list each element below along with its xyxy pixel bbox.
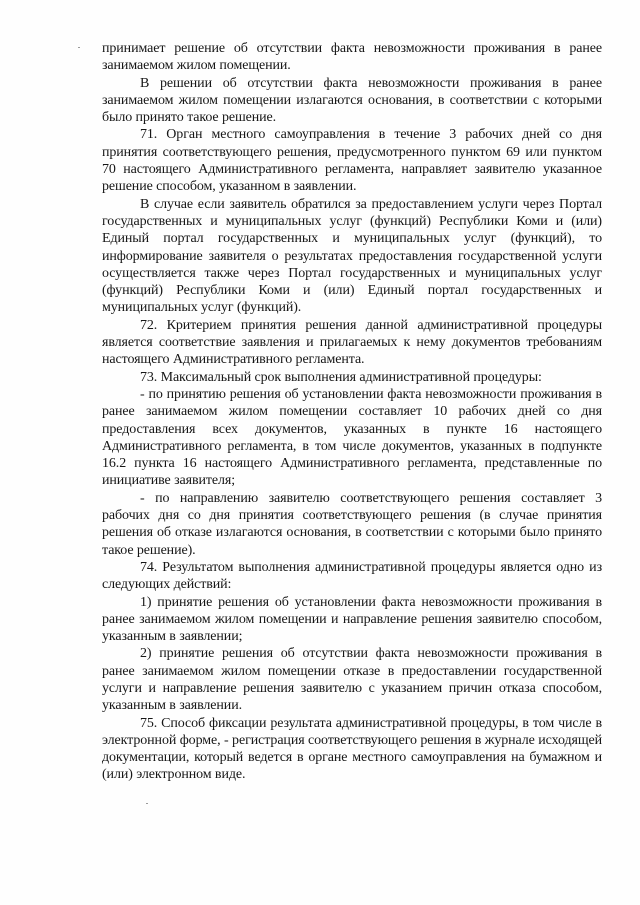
scan-speck bbox=[146, 803, 148, 804]
paragraph-portal-notification: В случае если заявитель обратился за предоставлением услуги через Портал государственных и муниципальных услуг (функций) Республики Коми и (или) Единый портал государственных и муниципальных услуг (функций), то информирование заявителя о результатах предоставления государственной услуги осуществляется также через Портал государственных и муниципальных услуг (функций) Республики Коми и (или) Единый портал государственных и муниципальных услуг (функций). bbox=[102, 196, 602, 316]
paragraph-75: 75. Способ фиксации результата административной процедуры, в том числе в электронной форме, - регистрация соответствующего решения в журнале исходящей документации, который ведется в органе местного самоуправления на бумажном и (или) электронном виде. bbox=[102, 715, 602, 783]
paragraph-73-item-1: - по принятию решения об установлении факта невозможности проживания в ранее занимаемом жилом помещении составляет 10 рабочих дней со дня предоставления всех документов, указанных в пункте 16 настоящего Административного регламента, в том числе документов, указанных в подпункте 16.2 пункта 16 настоящего Административного регламента, представленные по инициативе заявителя; bbox=[102, 386, 602, 489]
paragraph-74-item-2: 2) принятие решения об отсутствии факта невозможности проживания в ранее занимаемом жилом помещении отказе в предоставлении государственной услуги и направление решения заявителю с указанием причин отказа способом, указанным в заявлении. bbox=[102, 646, 602, 714]
paragraph-73: 73. Максимальный срок выполнения административной процедуры: bbox=[140, 369, 542, 385]
paragraph-74-item-1: 1) принятие решения об установлении факта невозможности проживания в ранее занимаемом жилом помещении и направление решения заявителю способом, указанным в заявлении; bbox=[102, 594, 602, 645]
scan-speck bbox=[78, 47, 80, 48]
document-body bbox=[102, 40, 602, 784]
paragraph-71: 71. Орган местного самоуправления в течение 3 рабочих дней со дня принятия соответствующего решения, предусмотренного пунктом 69 или пунктом 70 настоящего Административного регламента, направляет заявителю указанное решение способом, указанном в заявлении. bbox=[102, 127, 602, 195]
paragraph-continuation: принимает решение об отсутствии факта невозможности проживания в ранее занимаемом жилом помещении. bbox=[102, 41, 602, 74]
paragraph-72: 72. Критерием принятия решения данной административной процедуры является соответствие заявления и прилагаемых к нему документов требованиям настоящего Административного регламента. bbox=[102, 317, 602, 368]
paragraph-73-item-2: - по направлению заявителю соответствующего решения составляет 3 рабочих дня со дня принятия соответствующего решения (в случае принятия решения об отказе излагаются основания, в соответствии с которыми было принято такое решение). bbox=[102, 490, 602, 558]
paragraph-74: 74. Результатом выполнения административной процедуры является одно из следующих действий: bbox=[102, 559, 602, 593]
paragraph-decision-grounds: В решении об отсутствии факта невозможности проживания в ранее занимаемом жилом помещении излагаются основания, в соответствии с которыми было принято такое решение. bbox=[102, 75, 602, 126]
